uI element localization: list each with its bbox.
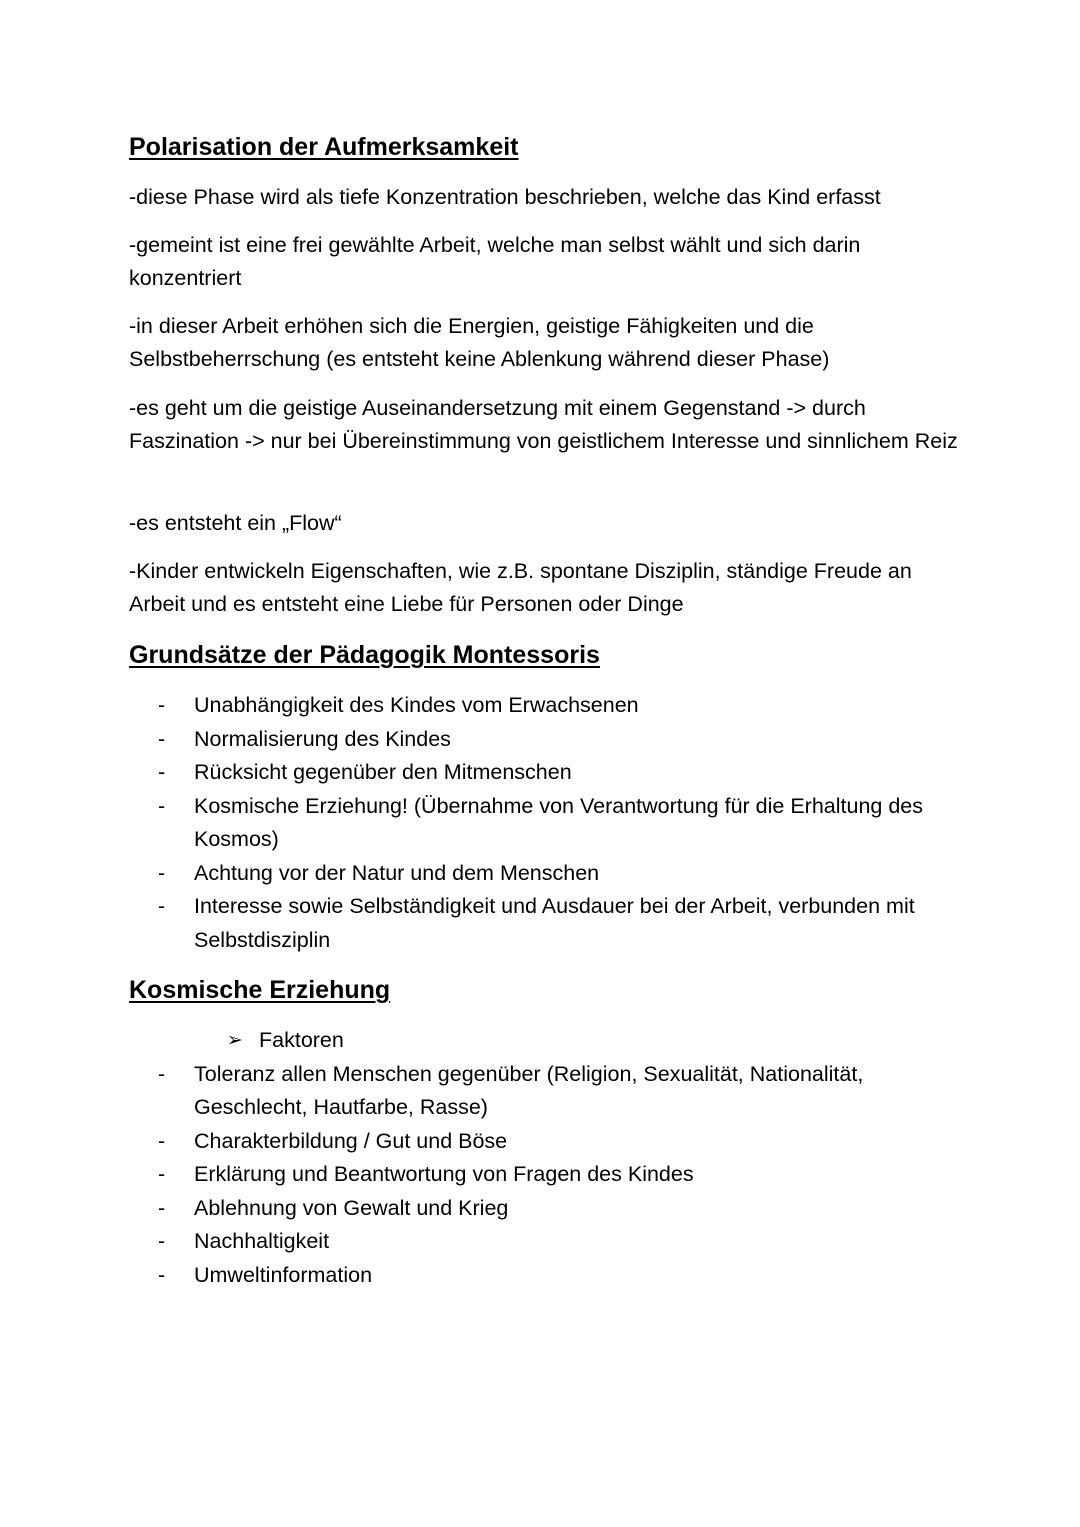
dash-bullet: - <box>158 793 166 818</box>
heading-kosmische-erziehung: Kosmische Erziehung <box>129 976 391 1004</box>
list-item <box>0 1259 964 1293</box>
dash-bullet: - <box>158 693 166 717</box>
paragraph-energien: -in dieser Arbeit erhöhen sich die Energien, geistige Fähigkeiten und die Selbstbeherrschung (es entsteht keine Ablenkung während dieser Phase) <box>129 314 830 371</box>
kosmische-list <box>0 1058 1080 1293</box>
list-item <box>0 790 964 857</box>
list-item-text: Erklärung und Beantwortung von Fragen des Kindes <box>194 1162 694 1186</box>
kosmische-block <box>0 1024 1080 1292</box>
dash-bullet: - <box>158 726 166 751</box>
dash-bullet: - <box>158 1195 166 1220</box>
list-item-text: Umweltinformation <box>194 1262 373 1287</box>
list-item <box>0 1058 964 1125</box>
list-item <box>0 723 964 757</box>
dash-bullet: - <box>158 1061 166 1086</box>
dash-bullet: - <box>158 1162 166 1186</box>
list-item-text: Nachhaltigkeit <box>194 1229 330 1253</box>
heading-polarisation: Polarisation der Aufmerksamkeit <box>129 133 519 161</box>
arrow-bullet-icon: ➢ <box>227 1030 243 1051</box>
list-item-text: Toleranz allen Menschen gegenüber (Religion, Sexualität, Nationalität, Geschlecht, Hautfarbe, Rasse) <box>194 1061 864 1119</box>
list-item <box>0 756 964 790</box>
list-item <box>0 1225 964 1259</box>
paragraph-freie-arbeit: -gemeint ist eine frei gewählte Arbeit, welche man selbst wählt und sich darin konzentriert <box>129 233 861 290</box>
list-item <box>0 689 964 723</box>
list-item <box>0 1158 964 1192</box>
list-item-text: Kosmische Erziehung! (Übernahme von Verantwortung für die Erhaltung des Kosmos) <box>194 793 924 851</box>
paragraph-auseinandersetzung: -es geht um die geistige Auseinandersetzung mit einem Gegenstand -> durch Faszination -> nur bei Übereinstimmung von geistlichem Interesse und sinnlichem Reiz <box>129 396 958 453</box>
grundsaetze-list <box>0 689 964 957</box>
dash-bullet: - <box>158 1128 166 1153</box>
heading-grundsaetze: Grundsätze der Pädagogik Montessoris <box>129 641 600 669</box>
list-item-text: Interesse sowie Selbständigkeit und Ausdauer bei der Arbeit, verbunden mit Selbstdisziplin <box>194 894 915 952</box>
list-item <box>0 890 964 957</box>
list-item-text: Rücksicht gegenüber den Mitmenschen <box>194 760 572 784</box>
faktoren-line <box>0 1024 1080 1058</box>
list-item <box>0 1125 964 1159</box>
paragraph-flow: -es entsteht ein „Flow“ <box>129 511 342 535</box>
list-item <box>0 857 964 891</box>
dash-bullet: - <box>158 860 166 885</box>
faktoren-label: Faktoren <box>259 1028 344 1052</box>
paragraph-eigenschaften: -Kinder entwickeln Eigenschaften, wie z.B. spontane Disziplin, ständige Freude an Arbeit und es entsteht eine Liebe für Personen oder Dinge <box>129 559 912 616</box>
dash-bullet: - <box>158 1229 166 1253</box>
list-item-text: Normalisierung des Kindes <box>194 726 451 751</box>
list-item <box>0 1192 964 1226</box>
list-item-text: Achtung vor der Natur und dem Menschen <box>194 860 600 885</box>
paragraph-phase: -diese Phase wird als tiefe Konzentration beschrieben, welche das Kind erfasst <box>129 185 881 209</box>
dash-bullet: - <box>158 894 166 918</box>
list-item-text: Unabhängigkeit des Kindes vom Erwachsenen <box>194 693 639 717</box>
list-item-text: Charakterbildung / Gut und Böse <box>194 1128 508 1153</box>
list-item-text: Ablehnung von Gewalt und Krieg <box>194 1195 509 1220</box>
dash-bullet: - <box>158 760 166 784</box>
dash-bullet: - <box>158 1262 166 1287</box>
